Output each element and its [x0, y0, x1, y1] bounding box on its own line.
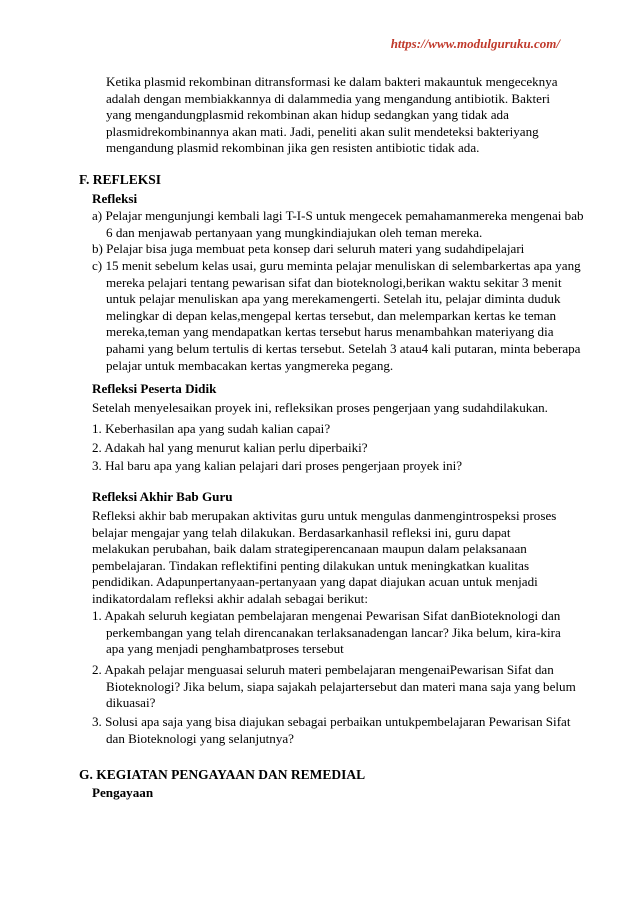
peserta-didik-intro: Setelah menyelesaikan proyek ini, refleksikan proses pengerjaan yang sudahdilakukan. [92, 400, 548, 415]
section-f-subheading-refleksi: Refleksi [92, 191, 138, 206]
refleksi-item-b: b) Pelajar bisa juga membuat peta konsep dari seluruh materi yang sudahdipelajari [92, 241, 525, 256]
refleksi-item-c: c) 15 menit sebelum kelas usai, guru meminta pelajar menuliskan di selembarkertas apa yang mereka pelajari tentang pewarisan sifat dan bioteknologi,berikan waktu sekitar 3 menit untuk pelajar menuliskan apa yang merekamengerti. Setelah itu, pelajar diminta duduk melingkar di depan kelas,mengepal kertas tersebut, dan melemparkan kertas ke teman mereka,teman yang mendapatkan kertas tersebut harus menambahkan materiyang dia pahami yang belum tertulis di kertas tersebut. Setelah 3 atau4 kali putaran, minta beberapa pelajar untuk membacakan kertas yangmereka pegang. [92, 258, 581, 373]
peserta-didik-item-3: 3. Hal baru apa yang kalian pelajari dari proses pengerjaan proyek ini? [92, 458, 463, 473]
peserta-didik-item-1: 1. Keberhasilan apa yang sudah kalian capai? [92, 421, 331, 436]
section-f-heading: F. REFLEKSI [79, 172, 162, 187]
header-url-link[interactable]: https://www.modulguruku.com/ [390, 36, 560, 51]
akhir-bab-guru-item-2: 2. Apakah pelajar menguasai seluruh materi pembelajaran mengenaiPewarisan Sifat dan Bioteknologi? Jika belum, siapa sajakah pelajartersebut dan materi mana saja yang belum dikuasai? [92, 662, 576, 711]
akhir-bab-guru-item-1: 1. Apakah seluruh kegiatan pembelajaran mengenai Pewarisan Sifat danBioteknologi dan perkembangan yang telah direncanakan terlaksanadengan lancar? Jika belum, kira-kira apa yang menjadi penghambatproses tersebut [92, 608, 561, 657]
intro-paragraph: Ketika plasmid rekombinan ditransformasi ke dalam bakteri makauntuk mengeceknya adalah dengan membiakkannya di dalammedia yang mengandung antibiotik. Bakteri yang mengandungplasmid rekombinan akan hidup sedangkan yang tidak ada plasmidrekombinannya akan mati. Jadi, peneliti akan sulit mendeteksi bakteriyang mengandung plasmid rekombinan jika gen resisten antibiotic tidak ada. [106, 74, 558, 156]
section-f-subheading-akhir-bab-guru: Refleksi Akhir Bab Guru [92, 489, 233, 504]
akhir-bab-guru-item-3: 3. Solusi apa saja yang bisa diajukan sebagai perbaikan untukpembelajaran Pewarisan Sifat dan Bioteknologi yang selanjutnya? [92, 714, 571, 746]
section-f-subheading-peserta-didik: Refleksi Peserta Didik [92, 381, 217, 396]
peserta-didik-item-2: 2. Adakah hal yang menurut kalian perlu diperbaiki? [92, 440, 368, 455]
section-g-heading: G. KEGIATAN PENGAYAAN DAN REMEDIAL [79, 767, 366, 782]
akhir-bab-guru-intro: Refleksi akhir bab merupakan aktivitas guru untuk mengulas danmengintrospeksi proses belajar mengajar yang telah dilakukan. Berdasarkanhasil refleksi ini, guru dapat melakukan perubahan, baik dalam strategiperencanaan maupun dalam pelaksanaan pembelajaran. Tindakan reflektifini penting dilakukan untuk meningkatkan kualitas pendidikan. Adapunpertanyaan-pertanyaan yang dapat diajukan acuan untuk menjadi indikatordalam refleksi akhir adalah sebagai berikut: [92, 508, 557, 606]
section-g-subheading-pengayaan: Pengayaan [92, 785, 154, 800]
refleksi-item-a: a) Pelajar mengunjungi kembali lagi T-I-S untuk mengecek pemahamanmereka mengenai bab 6 dan menjawab pertanyaan yang mungkindiajukan oleh teman mereka. [92, 208, 584, 240]
